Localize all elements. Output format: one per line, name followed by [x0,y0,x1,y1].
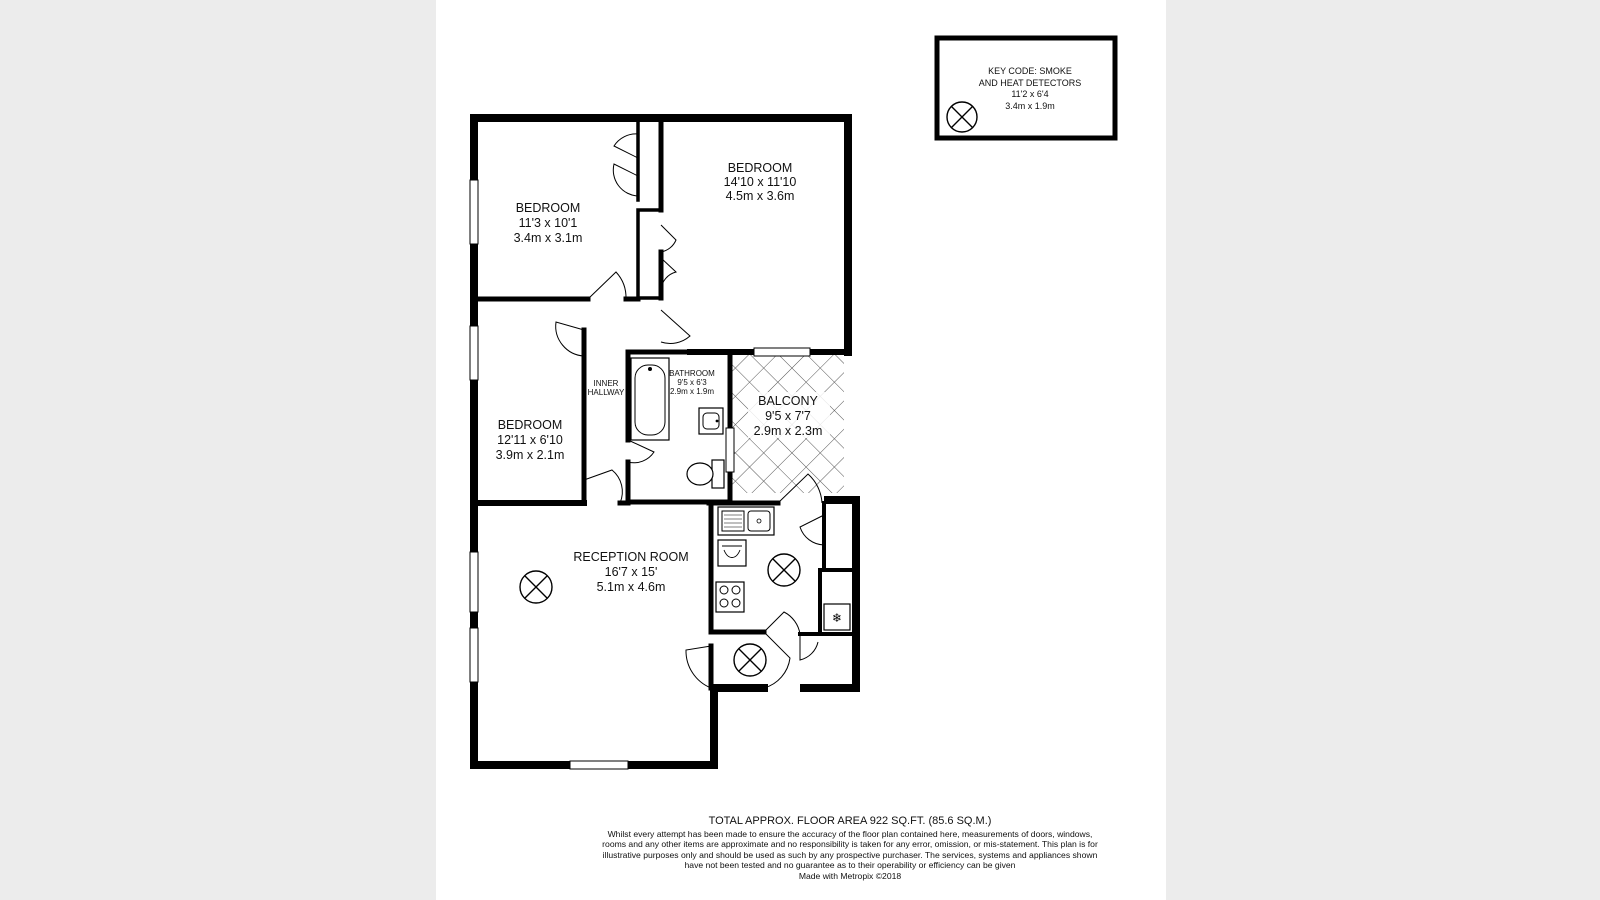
bedroom-2-metric: 3.4m x 3.1m [513,231,583,245]
room-label-balcony [748,392,830,438]
key-code-box [937,38,1115,138]
smoke-detector-icon [520,571,552,603]
room-label-bedroom-3 [496,418,565,462]
balcony-metric: 2.9m x 2.3m [753,424,823,438]
hallway-line2: HALLWAY [587,388,625,397]
bedroom-1-metric: 4.5m x 3.6m [725,189,795,203]
key-code-metric: 3.4m x 1.9m [1005,101,1055,111]
heat-detector-icon [768,554,800,586]
sink-icon [699,408,723,434]
bathroom-name: BATHROOM [669,369,715,378]
room-label-bedroom-2 [514,201,583,245]
bedroom-3-metric: 3.9m x 2.1m [495,448,565,462]
made-with-credit: Made with Metropix ©2018 [798,870,902,881]
key-code-line2: AND HEAT DETECTORS [978,78,1082,88]
svg-text:❄: ❄ [831,611,843,625]
bedroom-2-imperial: 11'3 x 10'1 [518,216,578,230]
kitchen-sink-icon [718,507,774,535]
balcony-imperial: 9'5 x 7'7 [765,409,811,423]
balcony-name: BALCONY [758,394,818,408]
hob-icon [716,582,744,612]
bathroom-imperial: 9'5 x 6'3 [677,378,707,387]
bathtub-icon [631,358,669,440]
bathroom-metric: 2.9m x 1.9m [669,387,715,396]
plan-footer [600,815,1100,881]
room-label-bathroom [669,369,715,396]
reception-name: RECEPTION ROOM [573,550,689,564]
hallway-line1: INNER [593,379,619,388]
key-code-imperial: 11'2 x 6'4 [1011,89,1049,99]
room-label-bedroom-1 [724,161,797,203]
bedroom-1-imperial: 14'10 x 11'10 [723,175,797,189]
toilet-icon [687,460,724,488]
smoke-detector-icon [947,102,977,132]
smoke-detector-icon [734,644,766,676]
total-floor-area: TOTAL APPROX. FLOOR AREA 922 SQ.FT. (85.6 SQ.M.) [708,815,992,827]
reception-metric: 5.1m x 4.6m [596,580,666,594]
key-code-line1: KEY CODE: SMOKE [988,66,1072,76]
room-label-inner-hallway [588,379,625,397]
bedroom-1-name: BEDROOM [727,161,793,175]
reception-imperial: 16'7 x 15' [604,565,658,579]
washing-machine-icon [718,540,746,566]
disclaimer-text: Whilst every attempt has been made to ensure the accuracy of the floor plan contained here, measurements of doors, windows, rooms and any other items are approximate and no responsibility is taken for any error, omission, or mis-statement. This plan is for illustrative purposes only and should be used as such by any prospective purchaser. The services, systems and appliances shown have not been tested and no guarantee as to their operability or efficiency can be given [602,829,1098,871]
boiler-icon [824,604,850,630]
room-label-reception [573,550,688,594]
bedroom-2-name: BEDROOM [515,201,581,215]
bedroom-3-imperial: 12'11 x 6'10 [497,433,563,447]
bedroom-3-name: BEDROOM [497,418,563,432]
